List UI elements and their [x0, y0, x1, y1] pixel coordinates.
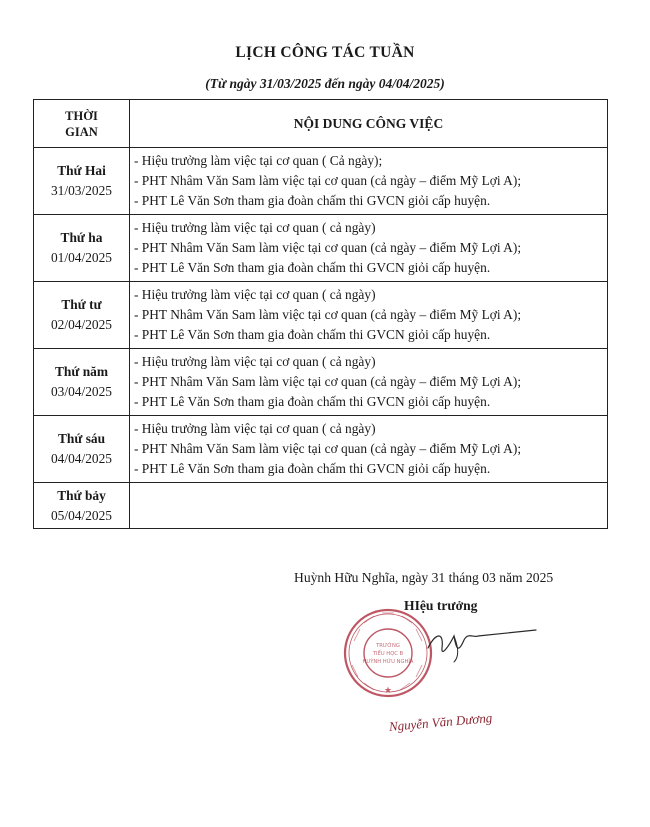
task-item: - PHT Nhâm Văn Sam làm việc tại cơ quan (cả ngày – điểm Mỹ Lợi A);: [134, 306, 522, 322]
day-cell: [34, 483, 130, 529]
table-header-row: [34, 100, 608, 148]
task-item: - PHT Nhâm Văn Sam làm việc tại cơ quan (cả ngày – điểm Mỹ Lợi A);: [134, 440, 522, 456]
day-date: 01/04/2025: [50, 250, 112, 265]
task-item: - PHT Nhâm Văn Sam làm việc tại cơ quan (cả ngày – điểm Mỹ Lợi A);: [134, 172, 522, 188]
table-row: [34, 349, 608, 416]
day-cell: [34, 349, 130, 416]
task-item: - Hiệu trưởng làm việc tại cơ quan ( Cả ngày);: [134, 152, 383, 168]
content-cell: [130, 148, 608, 215]
content-cell: [130, 282, 608, 349]
task-item: - PHT Lê Văn Sơn tham gia đoàn chấm thi GVCN giỏi cấp huyện.: [134, 260, 491, 276]
svg-text:★: ★: [383, 685, 393, 695]
task-item: - PHT Nhâm Văn Sam làm việc tại cơ quan (cả ngày – điểm Mỹ Lợi A);: [134, 239, 522, 255]
task-item: - Hiệu trưởng làm việc tại cơ quan ( cả ngày): [134, 219, 376, 235]
day-cell: [34, 148, 130, 215]
header-time-line1: THỜI: [65, 108, 98, 123]
day-name: Thứ bảy: [57, 487, 106, 503]
day-date: 04/04/2025: [50, 451, 112, 466]
table-row: [34, 215, 608, 282]
day-date: 03/04/2025: [50, 384, 112, 399]
table-row: [34, 148, 608, 215]
task-item: - PHT Lê Văn Sơn tham gia đoàn chấm thi GVCN giỏi cấp huyện.: [134, 394, 491, 410]
day-cell: [34, 282, 130, 349]
day-date: 31/03/2025: [50, 183, 112, 198]
day-date: 02/04/2025: [50, 317, 112, 332]
day-name: Thứ năm: [54, 364, 109, 379]
content-cell-empty: [130, 483, 608, 529]
signer-name: Nguyễn Văn Dương: [388, 710, 493, 734]
content-cell: [130, 416, 608, 483]
task-item: - PHT Nhâm Văn Sam làm việc tại cơ quan (cả ngày – điểm Mỹ Lợi A);: [134, 373, 522, 389]
day-date: 05/04/2025: [50, 507, 112, 523]
content-cell: [130, 349, 608, 416]
day-name: Thứ Hai: [57, 163, 106, 178]
task-item: - Hiệu trưởng làm việc tại cơ quan ( cả ngày): [134, 353, 376, 369]
header-content: NỘI DUNG CÔNG VIỆC: [130, 100, 608, 148]
day-name: Thứ tư: [61, 297, 102, 312]
table-row: [34, 416, 608, 483]
task-item: - Hiệu trưởng làm việc tại cơ quan ( cả ngày): [134, 420, 376, 436]
svg-text:HUỲNH HỮU NGHĨA: HUỲNH HỮU NGHĨA: [362, 659, 414, 665]
content-cell: [130, 215, 608, 282]
schedule-table: [33, 99, 608, 529]
official-seal: [342, 607, 434, 699]
document-title: LỊCH CÔNG TÁC TUẦN: [235, 44, 415, 61]
day-cell: [34, 416, 130, 483]
task-item: - PHT Lê Văn Sơn tham gia đoàn chấm thi GVCN giỏi cấp huyện.: [134, 193, 491, 209]
day-cell: [34, 215, 130, 282]
place-date: Huỳnh Hữu Nghĩa, ngày 31 tháng 03 năm 2025: [294, 570, 554, 585]
table-row: [34, 282, 608, 349]
task-item: - PHT Lê Văn Sơn tham gia đoàn chấm thi GVCN giỏi cấp huyện.: [134, 461, 491, 477]
svg-text:TRƯỜNG: TRƯỜNG: [376, 643, 400, 649]
signature-scribble: [424, 618, 539, 668]
task-item: - Hiệu trưởng làm việc tại cơ quan ( cả ngày): [134, 286, 376, 302]
day-name: Thứ ha: [60, 230, 103, 245]
svg-text:TIỂU HỌC B: TIỂU HỌC B: [372, 651, 404, 657]
task-item: - PHT Lê Văn Sơn tham gia đoàn chấm thi GVCN giỏi cấp huyện.: [134, 327, 491, 343]
header-time: [34, 100, 130, 148]
header-time-line2: GIAN: [65, 124, 98, 139]
day-name: Thứ sáu: [57, 431, 106, 446]
table-row: [34, 483, 608, 529]
document-subtitle: (Từ ngày 31/03/2025 đến ngày 04/04/2025): [205, 76, 445, 91]
signer-role: HIệu trưởng: [404, 598, 478, 613]
